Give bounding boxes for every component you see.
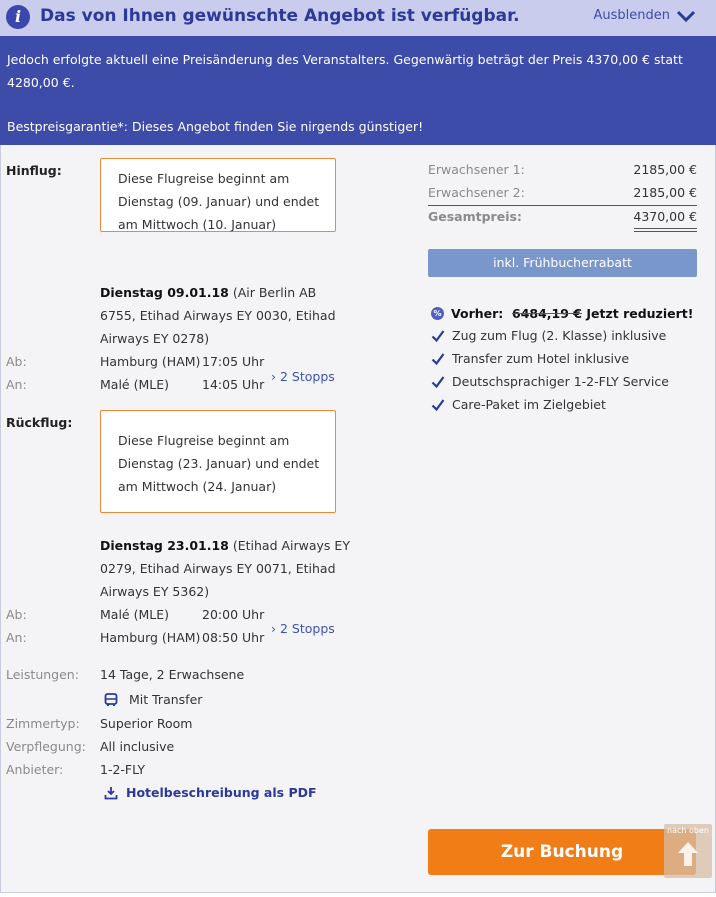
return-airlines: 0279, Etihad Airways EY 0071, Etihad bbox=[100, 561, 336, 576]
adult1-label: Erwachsener 1: bbox=[428, 162, 525, 177]
info-icon: i bbox=[6, 5, 30, 29]
check-icon bbox=[431, 398, 445, 412]
return-from: Malé (MLE) bbox=[100, 607, 169, 622]
return-from-label: Ab: bbox=[6, 607, 27, 622]
offer-header bbox=[0, 0, 716, 36]
adult1-price: 2185,00 € bbox=[633, 162, 697, 177]
check-icon bbox=[431, 329, 445, 343]
board-label: Verpflegung: bbox=[6, 739, 86, 754]
feature-item bbox=[431, 374, 669, 389]
early-booking-discount-button[interactable]: inkl. Frühbucherrabatt bbox=[428, 249, 697, 277]
return-stops-link[interactable]: › 2 Stopps bbox=[271, 621, 335, 636]
return-airlines: Airways EY 5362) bbox=[100, 584, 210, 599]
outbound-flight-info bbox=[100, 285, 316, 300]
price-change-notice bbox=[0, 36, 716, 145]
check-icon bbox=[431, 375, 445, 389]
outbound-date: Dienstag 09.01.18 bbox=[100, 285, 229, 300]
outbound-to: Malé (MLE) bbox=[100, 377, 169, 392]
adult2-price: 2185,00 € bbox=[633, 185, 697, 200]
callout-line: Dienstag (23. Januar) und endet bbox=[118, 456, 320, 471]
outbound-airlines: Airways EY 0278) bbox=[100, 331, 210, 346]
feature-item bbox=[431, 328, 666, 343]
outbound-stops-link[interactable]: › 2 Stopps bbox=[271, 369, 335, 384]
before-price: 6484,19 € bbox=[512, 306, 582, 321]
notice-line: Jedoch erfolgte aktuell eine Preisänderung des Veranstalters. Gegenwärtig beträgt der Preis 4370,00 € statt bbox=[7, 52, 683, 67]
outbound-airlines: 6755, Etihad Airways EY 0030, Etihad bbox=[100, 308, 336, 323]
services-value: 14 Tage, 2 Erwachsene bbox=[100, 667, 245, 682]
price-row-adult2 bbox=[428, 185, 697, 200]
callout-line: Dienstag (09. Januar) und endet bbox=[118, 194, 320, 209]
provider-label: Anbieter: bbox=[6, 762, 64, 777]
chevron-down-icon bbox=[676, 9, 696, 23]
price-row-adult1 bbox=[428, 162, 697, 177]
previous-price-row bbox=[431, 306, 693, 321]
room-value: Superior Room bbox=[100, 716, 193, 731]
offer-title: Das von Ihnen gewünschte Angebot ist verfügbar. bbox=[40, 6, 520, 26]
hide-toggle-label: Ausblenden bbox=[593, 8, 670, 23]
outbound-date-callout bbox=[100, 158, 336, 232]
feature-label: Deutschsprachiger 1-2-FLY Service bbox=[452, 374, 669, 389]
return-date: Dienstag 23.01.18 bbox=[100, 538, 229, 553]
outbound-from-label: Ab: bbox=[6, 354, 27, 369]
notice-line: 4280,00 €. bbox=[7, 75, 75, 90]
check-icon bbox=[431, 352, 445, 366]
provider-value: 1-2-FLY bbox=[100, 762, 146, 777]
return-dep-time: 20:00 Uhr bbox=[202, 607, 265, 622]
board-value: All inclusive bbox=[100, 739, 175, 754]
return-to: Hamburg (HAM) bbox=[100, 630, 201, 645]
hide-toggle[interactable] bbox=[594, 8, 697, 23]
callout-line: Diese Flugreise beginnt am bbox=[118, 171, 290, 186]
outbound-to-label: An: bbox=[6, 377, 27, 392]
return-date-callout bbox=[100, 410, 336, 513]
outbound-airlines: (Air Berlin AB bbox=[228, 285, 317, 300]
bus-icon bbox=[104, 693, 118, 707]
outbound-from: Hamburg (HAM) bbox=[100, 354, 201, 369]
discount-badge-icon: % bbox=[431, 307, 444, 320]
price-row-total bbox=[428, 209, 697, 224]
room-label: Zimmertyp: bbox=[6, 716, 80, 731]
before-label: Vorher: bbox=[451, 306, 504, 321]
transfer-info bbox=[104, 692, 202, 707]
back-to-top-button[interactable] bbox=[664, 824, 712, 878]
hotel-pdf-link[interactable] bbox=[104, 785, 317, 800]
outbound-dep-time: 17:05 Uhr bbox=[202, 354, 265, 369]
callout-line: am Mittwoch (10. Januar) bbox=[118, 217, 277, 232]
outbound-label: Hinflug: bbox=[6, 163, 62, 178]
return-label: Rückflug: bbox=[6, 415, 73, 430]
total-underline bbox=[634, 231, 697, 232]
arrow-up-icon bbox=[676, 840, 700, 868]
feature-item bbox=[431, 397, 606, 412]
total-underline bbox=[634, 228, 697, 229]
feature-label: Care-Paket im Zielgebiet bbox=[452, 397, 606, 412]
callout-line: am Mittwoch (24. Januar) bbox=[118, 479, 277, 494]
outbound-arr-time: 14:05 Uhr bbox=[202, 377, 265, 392]
total-price: 4370,00 € bbox=[633, 209, 697, 224]
back-to-top-label: nach oben bbox=[667, 826, 709, 835]
pdf-link-label: Hotelbeschreibung als PDF bbox=[126, 785, 317, 800]
best-price-guarantee: Bestpreisgarantie*: Dieses Angebot finden Sie nirgends günstiger! bbox=[7, 119, 424, 134]
return-arr-time: 08:50 Uhr bbox=[202, 630, 265, 645]
feature-label: Zug zum Flug (2. Klasse) inklusive bbox=[452, 328, 667, 343]
transfer-label: Mit Transfer bbox=[129, 692, 203, 707]
feature-item bbox=[431, 351, 629, 366]
return-airlines: (Etihad Airways EY bbox=[228, 538, 350, 553]
feature-label: Transfer zum Hotel inklusive bbox=[452, 351, 630, 366]
download-icon bbox=[104, 786, 118, 800]
services-label: Leistungen: bbox=[6, 667, 79, 682]
adult2-label: Erwachsener 2: bbox=[428, 185, 525, 200]
reduced-label: Jetzt reduziert! bbox=[586, 306, 694, 321]
return-to-label: An: bbox=[6, 630, 27, 645]
book-button[interactable]: Zur Buchung bbox=[428, 829, 696, 875]
return-flight-info bbox=[100, 538, 350, 553]
callout-line: Diese Flugreise beginnt am bbox=[118, 433, 290, 448]
total-label: Gesamtpreis: bbox=[428, 209, 522, 224]
price-divider bbox=[428, 205, 697, 206]
